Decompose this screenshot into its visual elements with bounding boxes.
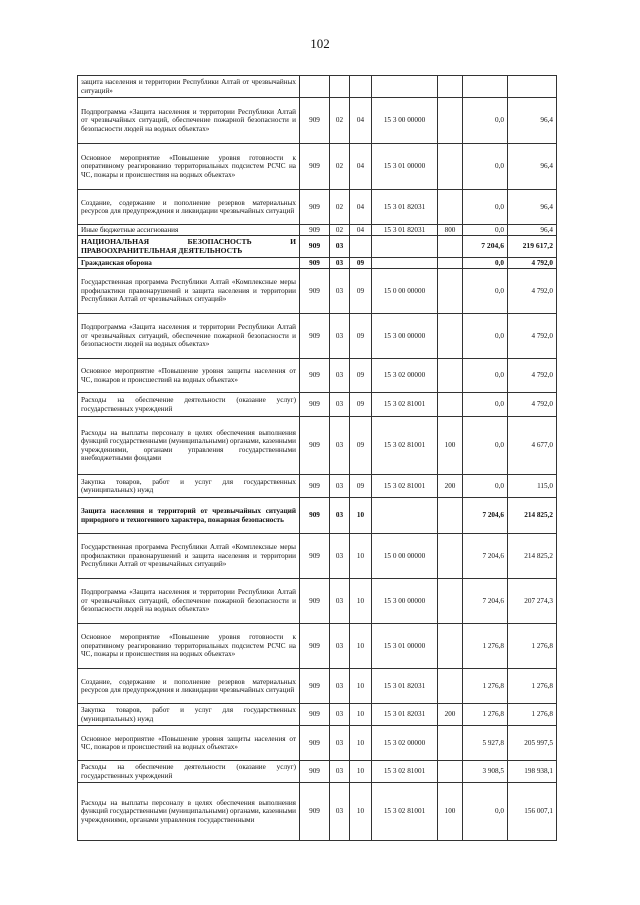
page-number: 102 — [310, 36, 330, 51]
amount-2020: 96,4 — [508, 190, 557, 225]
section-code — [330, 76, 350, 98]
table-row — [78, 359, 557, 393]
grbs-code: 909 — [300, 783, 330, 841]
table-row — [78, 190, 557, 225]
amount-2020: 1 276,8 — [508, 624, 557, 669]
table-row — [78, 624, 557, 669]
section-code: 03 — [330, 258, 350, 269]
expense-type-code — [438, 269, 463, 314]
amount-2020: 214 825,2 — [508, 534, 557, 579]
table-row — [78, 669, 557, 704]
amount-2019: 1 276,8 — [463, 624, 508, 669]
subsection-code: 09 — [350, 417, 372, 475]
row-name: Государственная программа Республики Алтай «Комплексные меры профилактики правонарушений и защита населения и территории Республики Алтай от чрезвычайных ситуаций» — [78, 269, 300, 314]
expense-type-code — [438, 393, 463, 417]
amount-2020: 156 007,1 — [508, 783, 557, 841]
row-name: Основное мероприятие «Повышение уровня готовности к оперативному реагированию территориальных подсистем РСЧС на ЧС, пожары и происшествия на водных объектах» — [78, 144, 300, 190]
grbs-code: 909 — [300, 393, 330, 417]
row-name: Расходы на обеспечение деятельности (оказание услуг) государственных учреждений — [78, 761, 300, 783]
expense-type-code — [438, 98, 463, 144]
amount-2019: 1 276,8 — [463, 669, 508, 704]
section-code: 03 — [330, 417, 350, 475]
section-code: 03 — [330, 393, 350, 417]
expense-type-code — [438, 534, 463, 579]
amount-2020: 4 792,0 — [508, 359, 557, 393]
row-name: Защита населения и территорий от чрезвычайных ситуаций природного и техногенного характера, пожарная безопасность — [78, 498, 300, 534]
subsection-code: 09 — [350, 269, 372, 314]
expense-type-code: 100 — [438, 417, 463, 475]
target-article-code: 15 3 02 00000 — [372, 359, 438, 393]
section-code: 03 — [330, 534, 350, 579]
table-row — [78, 236, 557, 258]
subsection-code: 04 — [350, 190, 372, 225]
table-row — [78, 314, 557, 359]
amount-2020 — [508, 76, 557, 98]
amount-2019: 1 276,8 — [463, 704, 508, 726]
target-article-code: 15 3 02 81001 — [372, 783, 438, 841]
target-article-code: 15 3 01 82031 — [372, 704, 438, 726]
row-name: Создание, содержание и пополнение резервов материальных ресурсов для предупреждения и ликвидации чрезвычайных ситуаций — [78, 669, 300, 704]
subsection-code: 10 — [350, 498, 372, 534]
subsection-code: 09 — [350, 475, 372, 498]
subsection-code: 09 — [350, 258, 372, 269]
amount-2019: 0,0 — [463, 190, 508, 225]
row-name: Подпрограмма «Защита населения и территории Республики Алтай от чрезвычайных ситуаций, обеспечение пожарной безопасности и безопасности людей на водных объектах» — [78, 579, 300, 624]
amount-2020: 115,0 — [508, 475, 557, 498]
grbs-code: 909 — [300, 417, 330, 475]
grbs-code: 909 — [300, 98, 330, 144]
amount-2019: 5 927,8 — [463, 726, 508, 761]
grbs-code: 909 — [300, 144, 330, 190]
row-name: Основное мероприятие «Повышение уровня защиты населения от ЧС, пожаров и происшествий на водных объектах» — [78, 359, 300, 393]
subsection-code: 04 — [350, 144, 372, 190]
table-row — [78, 98, 557, 144]
expense-type-code: 200 — [438, 704, 463, 726]
amount-2019: 0,0 — [463, 783, 508, 841]
target-article-code: 15 3 01 00000 — [372, 624, 438, 669]
expense-type-code — [438, 190, 463, 225]
amount-2020: 4 792,0 — [508, 269, 557, 314]
row-name: Государственная программа Республики Алтай «Комплексные меры профилактики правонарушений и защита населения и территории Республики Алтай от чрезвычайных ситуаций» — [78, 534, 300, 579]
subsection-code: 10 — [350, 579, 372, 624]
amount-2020: 4 677,0 — [508, 417, 557, 475]
section-code: 03 — [330, 498, 350, 534]
grbs-code — [300, 76, 330, 98]
amount-2020: 4 792,0 — [508, 258, 557, 269]
subsection-code: 10 — [350, 534, 372, 579]
grbs-code: 909 — [300, 359, 330, 393]
target-article-code: 15 3 02 81001 — [372, 761, 438, 783]
grbs-code: 909 — [300, 579, 330, 624]
amount-2019: 7 204,6 — [463, 579, 508, 624]
amount-2020: 4 792,0 — [508, 393, 557, 417]
subsection-code: 10 — [350, 783, 372, 841]
grbs-code: 909 — [300, 624, 330, 669]
expense-type-code: 800 — [438, 225, 463, 236]
expense-type-code — [438, 236, 463, 258]
table-row — [78, 269, 557, 314]
row-name: Создание, содержание и пополнение резервов материальных ресурсов для предупреждения и ликвидации чрезвычайных ситуаций — [78, 190, 300, 225]
expense-type-code: 200 — [438, 475, 463, 498]
expense-type-code — [438, 359, 463, 393]
subsection-code: 10 — [350, 726, 372, 761]
amount-2019: 3 908,5 — [463, 761, 508, 783]
table-row — [78, 393, 557, 417]
section-code: 03 — [330, 475, 350, 498]
grbs-code: 909 — [300, 534, 330, 579]
subsection-code: 10 — [350, 761, 372, 783]
amount-2020: 96,4 — [508, 225, 557, 236]
amount-2019: 0,0 — [463, 98, 508, 144]
table-row — [78, 534, 557, 579]
grbs-code: 909 — [300, 314, 330, 359]
target-article-code: 15 3 01 00000 — [372, 144, 438, 190]
table-row — [78, 726, 557, 761]
amount-2019: 7 204,6 — [463, 236, 508, 258]
target-article-code — [372, 236, 438, 258]
subsection-code: 09 — [350, 393, 372, 417]
amount-2019: 0,0 — [463, 475, 508, 498]
amount-2020: 1 276,8 — [508, 704, 557, 726]
section-code: 03 — [330, 783, 350, 841]
row-name: защита населения и территории Республики Алтай от чрезвычайных ситуаций» — [78, 76, 300, 98]
subsection-code: 04 — [350, 225, 372, 236]
subsection-code: 10 — [350, 704, 372, 726]
section-code: 02 — [330, 144, 350, 190]
grbs-code: 909 — [300, 669, 330, 704]
subsection-code: 04 — [350, 98, 372, 144]
grbs-code: 909 — [300, 704, 330, 726]
amount-2019: 0,0 — [463, 258, 508, 269]
subsection-code: 09 — [350, 359, 372, 393]
row-name: Гражданская оборона — [78, 258, 300, 269]
row-name: Подпрограмма «Защита населения и территории Республики Алтай от чрезвычайных ситуаций, обеспечение пожарной безопасности и безопасности людей на водных объектах» — [78, 98, 300, 144]
grbs-code: 909 — [300, 761, 330, 783]
amount-2019: 0,0 — [463, 359, 508, 393]
section-code: 02 — [330, 190, 350, 225]
expense-type-code — [438, 761, 463, 783]
expense-type-code — [438, 726, 463, 761]
subsection-code — [350, 76, 372, 98]
target-article-code: 15 3 01 82031 — [372, 225, 438, 236]
subsection-code: 10 — [350, 624, 372, 669]
row-name: Иные бюджетные ассигнования — [78, 225, 300, 236]
section-code: 03 — [330, 624, 350, 669]
amount-2020: 96,4 — [508, 144, 557, 190]
row-name: Расходы на выплаты персоналу в целях обеспечения выполнения функций государственными (муниципальными) органами, казенными учреждениями, органами управления государственными — [78, 783, 300, 841]
target-article-code: 15 3 01 82031 — [372, 190, 438, 225]
amount-2019 — [463, 76, 508, 98]
target-article-code: 15 3 00 00000 — [372, 314, 438, 359]
row-name: Расходы на обеспечение деятельности (оказание услуг) государственных учреждений — [78, 393, 300, 417]
grbs-code: 909 — [300, 475, 330, 498]
table-row — [78, 579, 557, 624]
target-article-code: 15 3 00 00000 — [372, 98, 438, 144]
section-code: 03 — [330, 314, 350, 359]
target-article-code: 15 3 02 81001 — [372, 393, 438, 417]
subsection-code: 10 — [350, 669, 372, 704]
table-row — [78, 76, 557, 98]
amount-2020: 219 617,2 — [508, 236, 557, 258]
section-code: 03 — [330, 359, 350, 393]
table-row — [78, 498, 557, 534]
amount-2019: 0,0 — [463, 225, 508, 236]
expense-type-code: 100 — [438, 783, 463, 841]
amount-2019: 0,0 — [463, 269, 508, 314]
target-article-code — [372, 498, 438, 534]
amount-2020: 198 938,1 — [508, 761, 557, 783]
amount-2020: 96,4 — [508, 98, 557, 144]
table-row — [78, 417, 557, 475]
target-article-code: 15 3 02 81001 — [372, 417, 438, 475]
grbs-code: 909 — [300, 225, 330, 236]
amount-2020: 214 825,2 — [508, 498, 557, 534]
expense-type-code — [438, 669, 463, 704]
row-name: Основное мероприятие «Повышение уровня защиты населения от ЧС, пожаров и происшествий на водных объектах» — [78, 726, 300, 761]
expense-type-code — [438, 498, 463, 534]
grbs-code: 909 — [300, 236, 330, 258]
amount-2019: 7 204,6 — [463, 534, 508, 579]
grbs-code: 909 — [300, 190, 330, 225]
table-row — [78, 258, 557, 269]
target-article-code: 15 3 01 82031 — [372, 669, 438, 704]
budget-table-body — [78, 76, 557, 841]
amount-2020: 207 274,3 — [508, 579, 557, 624]
section-code: 03 — [330, 704, 350, 726]
target-article-code — [372, 258, 438, 269]
section-code: 03 — [330, 761, 350, 783]
section-code: 03 — [330, 236, 350, 258]
target-article-code: 15 0 00 00000 — [372, 534, 438, 579]
section-code: 03 — [330, 269, 350, 314]
row-name: Основное мероприятие «Повышение уровня готовности к оперативному реагированию территориальных подсистем РСЧС на ЧС, пожары и происшествия на водных объектах» — [78, 624, 300, 669]
amount-2020: 4 792,0 — [508, 314, 557, 359]
amount-2020: 1 276,8 — [508, 669, 557, 704]
section-code: 03 — [330, 579, 350, 624]
target-article-code: 15 3 02 00000 — [372, 726, 438, 761]
row-name: НАЦИОНАЛЬНАЯ БЕЗОПАСНОСТЬ И ПРАВООХРАНИТЕЛЬНАЯ ДЕЯТЕЛЬНОСТЬ — [78, 236, 300, 258]
amount-2020: 205 997,5 — [508, 726, 557, 761]
grbs-code: 909 — [300, 498, 330, 534]
target-article-code: 15 3 02 81001 — [372, 475, 438, 498]
table-row — [78, 783, 557, 841]
row-name: Закупка товаров, работ и услуг для государственных (муниципальных) нужд — [78, 704, 300, 726]
subsection-code — [350, 236, 372, 258]
section-code: 02 — [330, 225, 350, 236]
amount-2019: 0,0 — [463, 144, 508, 190]
table-row — [78, 761, 557, 783]
row-name: Закупка товаров, работ и услуг для государственных (муниципальных) нужд — [78, 475, 300, 498]
grbs-code: 909 — [300, 269, 330, 314]
expense-type-code — [438, 314, 463, 359]
row-name: Подпрограмма «Защита населения и территории Республики Алтай от чрезвычайных ситуаций, обеспечение пожарной безопасности и безопасности людей на водных объектах» — [78, 314, 300, 359]
section-code: 02 — [330, 98, 350, 144]
table-row — [78, 144, 557, 190]
table-row — [78, 704, 557, 726]
expense-type-code — [438, 76, 463, 98]
target-article-code: 15 3 00 00000 — [372, 579, 438, 624]
table-row — [78, 225, 557, 236]
amount-2019: 0,0 — [463, 314, 508, 359]
expense-type-code — [438, 579, 463, 624]
amount-2019: 7 204,6 — [463, 498, 508, 534]
grbs-code: 909 — [300, 726, 330, 761]
budget-table — [77, 75, 557, 841]
row-name: Расходы на выплаты персоналу в целях обеспечения выполнения функций государственными (муниципальными) органами, казенными учреждениями, органами управления государственными внебюджетными фондами — [78, 417, 300, 475]
expense-type-code — [438, 258, 463, 269]
section-code: 03 — [330, 726, 350, 761]
expense-type-code — [438, 144, 463, 190]
expense-type-code — [438, 624, 463, 669]
grbs-code: 909 — [300, 258, 330, 269]
section-code: 03 — [330, 669, 350, 704]
target-article-code — [372, 76, 438, 98]
table-row — [78, 475, 557, 498]
amount-2019: 0,0 — [463, 417, 508, 475]
amount-2019: 0,0 — [463, 393, 508, 417]
target-article-code: 15 0 00 00000 — [372, 269, 438, 314]
subsection-code: 09 — [350, 314, 372, 359]
